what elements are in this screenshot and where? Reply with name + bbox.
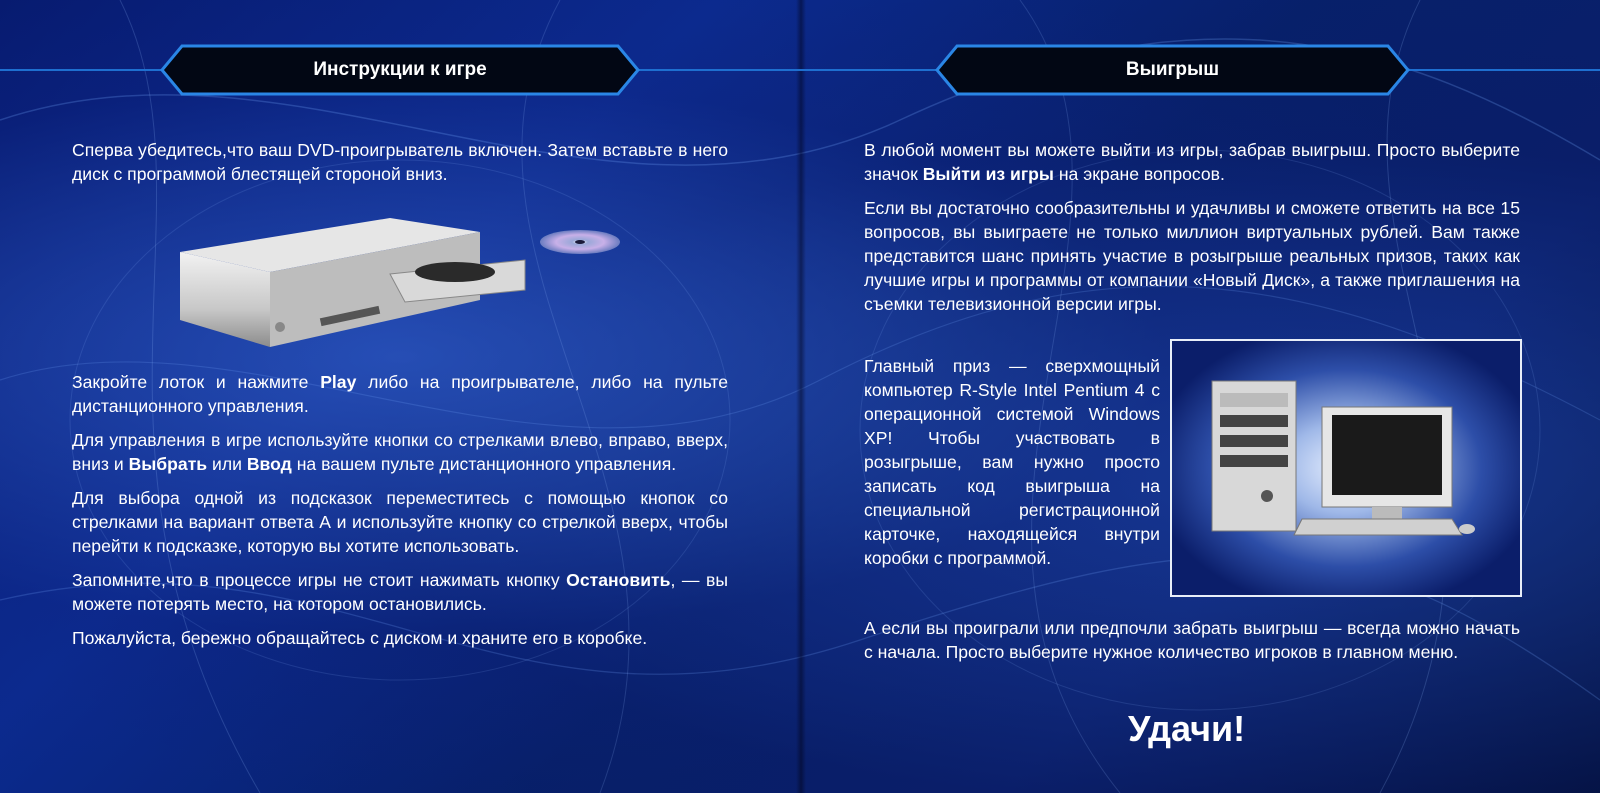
left-banner bbox=[160, 44, 640, 96]
computer-prize-photo bbox=[1170, 339, 1522, 597]
dvd-player-illustration bbox=[180, 212, 620, 362]
play-keyword: Play bbox=[320, 372, 357, 392]
paragraph-restart: А если вы проиграли или предпочли забрать выигрыш — всегда можно начать с начала. Просто выберите нужное количество игроков в главном меню. bbox=[864, 618, 1520, 662]
text-run: , — вы можете потерять место, на котором остановились. bbox=[72, 570, 728, 614]
good-luck-heading: Удачи! bbox=[1128, 708, 1246, 749]
text-run: или bbox=[207, 454, 247, 474]
instructions-text bbox=[72, 370, 728, 650]
paragraph-prizes: Если вы достаточно сообразительны и удачливы и сможете ответить на все 15 вопросов, вы выиграете не только миллион виртуальных рублей. Вам также представится шанс принять участие в розыгрыше реальных призов, таких как лучшие игры и программы от компании «Новый Диск», а также приглашения на съемки телевизионной версии игры. bbox=[864, 198, 1520, 314]
banner-line-right bbox=[630, 69, 800, 71]
left-banner-title: Инструкции к игре bbox=[313, 59, 487, 80]
paragraph-close-tray bbox=[72, 370, 728, 418]
paragraph-exit bbox=[864, 138, 1520, 186]
paragraph-stop-warning bbox=[72, 568, 728, 616]
text-run: Запомните,что в процессе игры не стоит нажимать кнопку bbox=[72, 570, 567, 590]
text-run: Закройте лоток и нажмите bbox=[72, 372, 321, 392]
banner-line-left bbox=[800, 69, 945, 71]
banner-line-right bbox=[1400, 69, 1600, 71]
enter-keyword: Ввод bbox=[246, 454, 292, 474]
select-keyword: Выбрать bbox=[128, 454, 208, 474]
text-run: на экране вопросов. bbox=[1053, 164, 1225, 184]
exit-game-keyword: Выйти из игры bbox=[922, 164, 1054, 184]
paragraph-disc-care: Пожалуйста, бережно обращайтесь с диском и храните его в коробке. bbox=[72, 628, 648, 648]
text-run: либо на проигрывателе, либо на пульте дистанционного управления. bbox=[72, 372, 728, 416]
text-run: на вашем пульте дистанционного управления. bbox=[291, 454, 677, 474]
main-prize-text bbox=[864, 354, 1160, 570]
text-run: В любой момент вы можете выйти из игры, забрав выигрыш. Просто выберите значок bbox=[864, 140, 1520, 184]
intro-text bbox=[72, 138, 728, 186]
right-banner-title: Выигрыш bbox=[1125, 59, 1220, 80]
paragraph-controls bbox=[72, 428, 728, 476]
stop-keyword: Остановить bbox=[566, 570, 671, 590]
winnings-text-top bbox=[864, 138, 1520, 316]
intro-paragraph: Сперва убедитесь,что ваш DVD-проигрыватель включен. Затем вставьте в него диск с программой блестящей стороной вниз. bbox=[72, 140, 728, 184]
banner-line-left bbox=[0, 69, 170, 71]
right-banner bbox=[935, 44, 1410, 96]
winnings-text-bottom bbox=[864, 616, 1520, 664]
text-run: Для управления в игре используйте кнопки со стрелками влево, вправо, вверх, вниз и bbox=[72, 430, 728, 474]
paragraph-main-prize: Главный приз — сверхмощный компьютер R-Style Intel Pentium 4 с операционной системой Windows XP! Чтобы участвовать в розыгрыше, вам нужно просто записать код выигрыша на специальной регистрационной карточке, находящейся внутри коробки с программой. bbox=[864, 356, 1160, 568]
computer-illustration bbox=[1172, 341, 1522, 597]
paragraph-hints: Для выбора одной из подсказок переместитесь с помощью кнопок со стрелками на вариант ответа А и используйте кнопку со стрелкой вверх, чтобы перейти к подсказке, которую вы хотите использовать. bbox=[72, 488, 728, 556]
